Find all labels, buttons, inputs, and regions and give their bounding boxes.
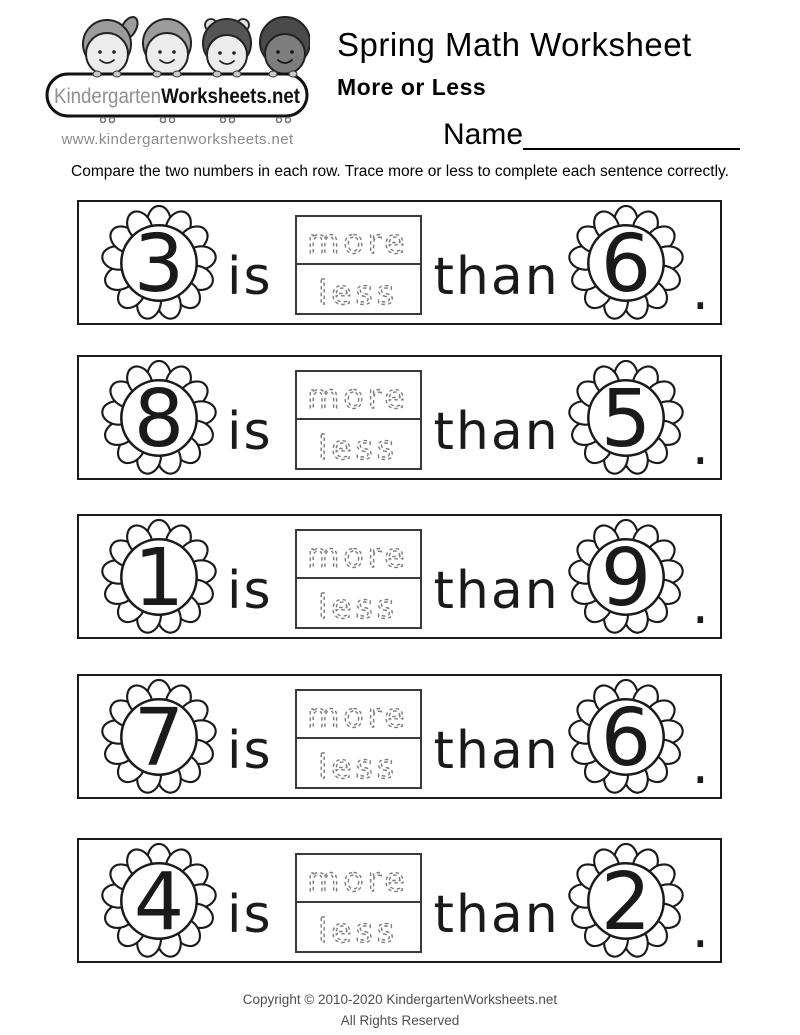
copyright-line: Copyright © 2010-2020 KindergartenWorksheets.net [242, 992, 558, 1007]
trace-more-cell [297, 217, 420, 265]
sentence-period: . [691, 572, 709, 636]
word-than: than [433, 720, 560, 781]
flower-right [568, 205, 684, 321]
left-number: 3 [133, 216, 185, 310]
left-number: 8 [133, 371, 185, 465]
name-line [443, 116, 740, 150]
trace-less-cell [297, 420, 420, 468]
trace-more-cell [297, 691, 420, 739]
flower-right [568, 679, 684, 795]
site-logo [45, 12, 310, 148]
word-than: than [433, 401, 560, 462]
sentence-period: . [691, 896, 709, 960]
trace-word-less: less [317, 586, 398, 626]
trace-word-more: more [306, 695, 409, 735]
trace-less-cell [297, 739, 420, 787]
word-is: is [227, 720, 273, 781]
word-is: is [227, 884, 273, 945]
trace-less-cell [297, 579, 420, 627]
name-label: Name [443, 118, 524, 151]
left-number: 4 [133, 854, 185, 948]
trace-word-less: less [317, 746, 398, 786]
page-subtitle: More or Less [337, 74, 487, 100]
left-number: 1 [133, 530, 185, 624]
left-number: 7 [133, 690, 185, 784]
word-than: than [433, 884, 560, 945]
flower-right [568, 360, 684, 476]
word-than: than [433, 246, 560, 307]
header-titles [337, 26, 692, 101]
trace-less-cell [297, 903, 420, 951]
right-number: 2 [600, 854, 651, 948]
flower-right [568, 843, 684, 959]
trace-word-more: more [306, 859, 409, 899]
kid-boy-gray [143, 19, 191, 75]
more-less-trace-box [295, 370, 422, 470]
trace-word-less: less [317, 427, 398, 467]
flower-right [568, 519, 684, 635]
kid-feet [101, 118, 291, 123]
trace-less-cell [297, 265, 420, 313]
worksheet-row [77, 838, 722, 963]
logo-banner-text: KindergartenWorksheets.net [54, 85, 310, 108]
right-number: 9 [600, 530, 651, 624]
right-number: 5 [600, 371, 651, 465]
page-title: Spring Math Worksheet [337, 26, 692, 63]
worksheet-row [77, 674, 722, 799]
flower-left [101, 843, 217, 959]
word-is: is [227, 560, 273, 621]
right-number: 6 [600, 690, 651, 784]
rights-line: All Rights Reserved [340, 1012, 460, 1028]
trace-word-more: more [306, 535, 409, 575]
word-is: is [227, 401, 273, 462]
flower-left [101, 519, 217, 635]
more-less-trace-box [295, 529, 422, 629]
more-less-trace-box [295, 215, 422, 315]
kid-girl-pigtails [203, 19, 251, 75]
worksheet-row [77, 355, 722, 480]
word-is: is [227, 246, 273, 307]
trace-word-more: more [306, 221, 409, 261]
logo-banner [47, 71, 310, 123]
worksheet-row [77, 514, 722, 639]
sentence-period: . [691, 413, 709, 477]
name-blank-rule [523, 120, 740, 150]
kid-girl-ponytail [83, 14, 141, 75]
trace-more-cell [297, 372, 420, 420]
trace-more-cell [297, 855, 420, 903]
trace-word-more: more [306, 376, 409, 416]
right-number: 6 [600, 216, 651, 310]
worksheet-row [77, 200, 722, 325]
logo-kids-illustration [45, 12, 310, 124]
word-than: than [433, 560, 560, 621]
site-url: www.kindergartenworksheets.net [61, 131, 294, 148]
trace-word-less: less [317, 910, 398, 950]
more-less-trace-box [295, 853, 422, 953]
trace-more-cell [297, 531, 420, 579]
flower-left [101, 205, 217, 321]
kid-boy-curly [260, 17, 310, 74]
sentence-period: . [691, 258, 709, 322]
trace-word-less: less [317, 272, 398, 312]
flower-left [101, 360, 217, 476]
more-less-trace-box [295, 689, 422, 789]
flower-left [101, 679, 217, 795]
copyright-footer [0, 990, 800, 1032]
instructions-text: Compare the two numbers in each row. Trace more or less to complete each sentence correctly. [71, 163, 729, 180]
sentence-period: . [691, 732, 709, 796]
